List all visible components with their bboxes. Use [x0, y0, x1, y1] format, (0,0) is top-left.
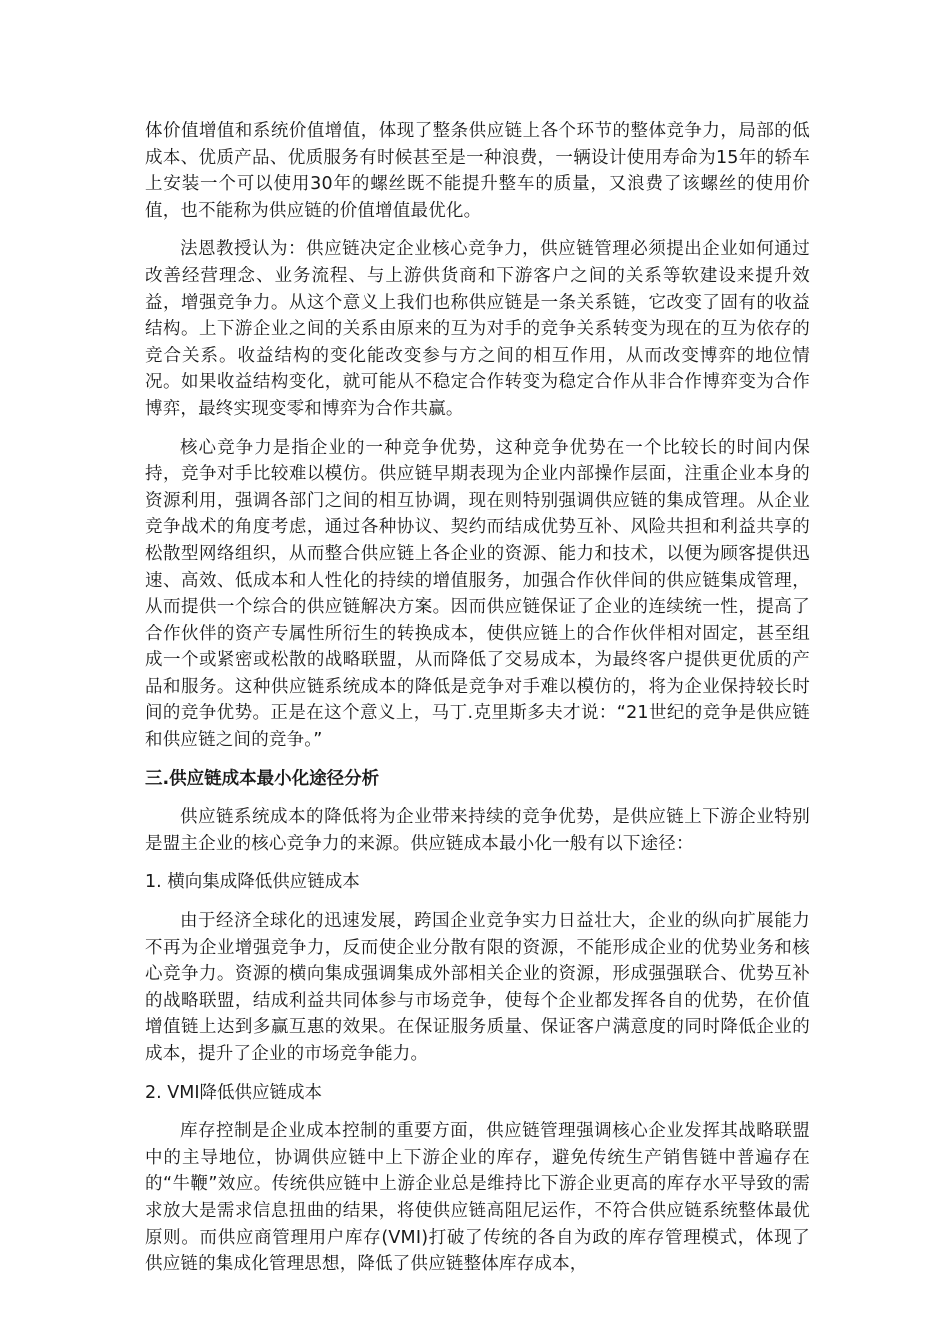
- paragraph-section-intro: 供应链系统成本的降低将为企业带来持续的竞争优势，是供应链上下游企业特别是盟主企业的核心竞争力的来源。供应链成本最小化一般有以下途径：: [145, 807, 810, 854]
- subheading-horizontal-integration: 1. 横向集成降低供应链成本: [145, 872, 360, 893]
- subheading-vmi: 2. VMI降低供应链成本: [145, 1082, 322, 1103]
- paragraph-fan-en: 法恩教授认为：供应链决定企业核心竞争力，供应链管理必须提出企业如何通过改善经营理念、业务流程、与上游供货商和下游客户之间的关系等软建设来提升效益，增强竞争力。从这个意义上我们也称供应链是一条关系链，它改变了固有的收益结构。上下游企业之间的关系由原来的互为对手的竞争关系转变为现在的互为依存的竞合关系。收益结构的变化能改变参与方之间的相互作用，从而改变博弈的地位情况。如果收益结构变化，就可能从不稳定合作转变为稳定合作从非合作博弈变为合作博弈，最终实现变零和博弈为合作共赢。: [145, 239, 810, 419]
- paragraph-core-competence: 核心竞争力是指企业的一种竞争优势，这种竞争优势在一个比较长的时间内保持，竞争对手比较难以模仿。供应链早期表现为企业内部操作层面，注重企业本身的资源利用，强调各部门之间的相互协调，现在则特别强调供应链的集成管理。从企业竞争战术的角度考虑，通过各种协议、契约而结成优势互补、风险共担和利益共享的松散型网络组织，从而整合供应链上各企业的资源、能力和技术，以便为顾客提供迅速、高效、低成本和人性化的持续的增值服务，加强合作伙伴间的供应链集成管理，从而提供一个综合的供应链解决方案。因而供应链保证了企业的连续统一性，提高了合作伙伴的资产专属性所衍生的转换成本，使供应链上的合作伙伴相对固定，甚至组成一个或紧密或松散的战略联盟，从而降低了交易成本，为最终客户提供更优质的产品和服务。这种供应链系统成本的降低是竞争对手难以模仿的，将为企业保持较长时间的竞争优势。正是在这个意义上，马丁.克里斯多夫才说：“21世纪的竞争是供应链和供应链之间的竞争。”: [145, 437, 810, 751]
- section-heading-3: 三.供应链成本最小化途径分析: [145, 768, 380, 789]
- document-page: [145, 118, 810, 1290]
- paragraph-horizontal-integration: 由于经济全球化的迅速发展，跨国企业竞争实力日益壮大，企业的纵向扩展能力不再为企业增强竞争力，反而使企业分散有限的资源，不能形成企业的优势业务和核心竞争力。资源的横向集成强调集成外部相关企业的资源，形成强强联合、优势互补的战略联盟，结成利益共同体参与市场竞争，使每个企业都发挥各自的优势，在价值增值链上达到多赢互惠的效果。在保证服务质量、保证客户满意度的同时降低企业的成本，提升了企业的市场竞争能力。: [145, 911, 810, 1064]
- paragraph-vmi: 库存控制是企业成本控制的重要方面，供应链管理强调核心企业发挥其战略联盟中的主导地位，协调供应链中上下游企业的库存，避免传统生产销售链中普遍存在的“牛鞭”效应。传统供应链中上游企业总是维持比下游企业更高的库存水平导致的需求放大是需求信息扭曲的结果，将使供应链高阻尼运作，不符合供应链系统整体最优原则。而供应商管理用户库存(VMI)打破了传统的各自为政的库存管理模式，体现了供应链的集成化管理思想，降低了供应链整体库存成本，: [145, 1121, 810, 1275]
- paragraph-continuation: 体价值增值和系统价值增值，体现了整条供应链上各个环节的整体竞争力，局部的低成本、优质产品、优质服务有时候甚至是一种浪费，一辆设计使用寿命为15年的轿车上安装一个可以使用30年的螺丝既不能提升整车的质量，又浪费了该螺丝的使用价值，也不能称为供应链的价值增值最优化。: [145, 121, 810, 221]
